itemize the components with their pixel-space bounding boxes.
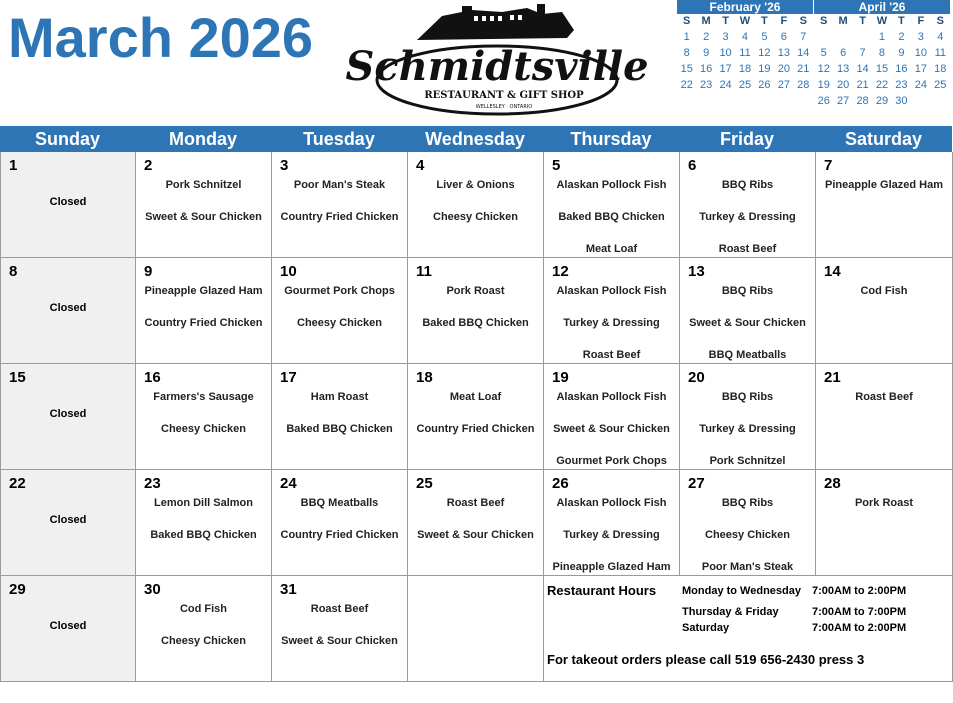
mini-day[interactable]: 1: [683, 31, 690, 43]
meal-item: BBQ Ribs: [721, 391, 774, 403]
meal-item: Pork Schnitzel: [165, 179, 242, 191]
mini-dow-label: S: [799, 15, 807, 27]
day-number: 8: [9, 263, 18, 280]
mini-day[interactable]: 22: [875, 79, 889, 91]
day-cell[interactable]: [408, 470, 544, 576]
meal-item: Pork Schnitzel: [709, 455, 786, 467]
meal-item: Country Fried Chicken: [280, 211, 399, 223]
meal-item: Cheesy Chicken: [161, 423, 246, 435]
day-cell[interactable]: [272, 258, 408, 364]
meal-item: Pineapple Glazed Ham: [144, 285, 263, 297]
meal-item: Baked BBQ Chicken: [150, 529, 257, 541]
meal-item: Cheesy Chicken: [705, 529, 790, 541]
mini-day[interactable]: 21: [797, 63, 810, 75]
day-number: 31: [280, 581, 297, 598]
mini-day[interactable]: 14: [856, 63, 869, 75]
mini-calendar-february: [677, 0, 813, 93]
day-number: 24: [280, 475, 297, 492]
day-cell[interactable]: [408, 364, 544, 470]
weekday-header: [0, 126, 952, 152]
takeout-phone: For takeout orders please call 519 656-2430 press 3: [547, 652, 865, 667]
meal-list: [136, 603, 271, 667]
mini-day[interactable]: 13: [777, 47, 790, 59]
meal-item: Country Fried Chicken: [144, 317, 263, 329]
weekday-monday: Monday: [168, 129, 237, 149]
mini-day[interactable]: 28: [856, 95, 869, 107]
meal-item: Alaskan Pollock Fish: [556, 285, 667, 297]
weekday-thursday: Thursday: [570, 129, 652, 149]
meal-list: [816, 391, 952, 423]
mini-day[interactable]: 11: [934, 47, 946, 59]
meal-item: Roast Beef: [446, 497, 505, 509]
mini-day[interactable]: 8: [683, 47, 690, 59]
meal-item: Turkey & Dressing: [563, 529, 660, 541]
month-calendar: [0, 126, 952, 682]
mini-calendar-title: February '26: [677, 0, 813, 14]
day-cell[interactable]: [272, 576, 408, 682]
day-cell[interactable]: [816, 470, 953, 576]
mini-day[interactable]: [853, 29, 872, 45]
mini-day[interactable]: 5: [820, 47, 827, 59]
meal-item: Turkey & Dressing: [699, 423, 796, 435]
day-cell[interactable]: [408, 576, 544, 682]
hours-days: Monday to Wednesday: [682, 585, 801, 597]
meal-list: [136, 179, 271, 243]
logo-wordmark: Schmidtsville: [345, 43, 649, 90]
meal-item: Pork Roast: [854, 497, 914, 509]
mini-day[interactable]: 10: [719, 47, 732, 59]
mini-day[interactable]: 27: [777, 79, 790, 91]
hours-days: Saturday: [682, 622, 730, 634]
page-title: March 2026: [8, 6, 314, 69]
day-cell[interactable]: [544, 258, 680, 364]
day-number: 13: [688, 263, 705, 280]
meal-list: [136, 285, 271, 349]
weekday-friday: Friday: [719, 129, 775, 149]
day-number: 22: [9, 475, 26, 492]
mini-day[interactable]: 2: [898, 31, 905, 43]
day-cell[interactable]: [680, 364, 816, 470]
day-cell[interactable]: [1, 364, 136, 470]
meal-list: [272, 179, 407, 243]
mini-day[interactable]: 24: [719, 79, 732, 91]
meal-item: Liver & Onions: [436, 179, 515, 191]
day-cell[interactable]: [816, 258, 953, 364]
day-cell[interactable]: [136, 364, 272, 470]
day-number: 9: [144, 263, 153, 280]
mini-day[interactable]: 10: [914, 47, 927, 59]
logo-image: [345, 2, 649, 118]
meal-item: Sweet & Sour Chicken: [689, 317, 806, 329]
meal-item: Gourmet Pork Chops: [284, 285, 395, 297]
meal-item: Alaskan Pollock Fish: [556, 391, 667, 403]
meal-item: Cod Fish: [860, 285, 908, 297]
mini-day[interactable]: 9: [703, 47, 710, 59]
mini-day[interactable]: 20: [837, 79, 850, 91]
meal-item: Alaskan Pollock Fish: [556, 179, 667, 191]
mini-day[interactable]: 14: [797, 47, 810, 59]
mini-day[interactable]: 19: [817, 79, 830, 91]
meal-item: Country Fried Chicken: [280, 529, 399, 541]
closed-label: Closed: [49, 196, 87, 208]
closed-label: Closed: [49, 620, 87, 632]
mini-day[interactable]: 5: [761, 31, 768, 43]
day-number: 15: [9, 369, 26, 386]
meal-item: Cod Fish: [179, 603, 228, 615]
day-number: 14: [824, 263, 841, 280]
meal-item: Baked BBQ Chicken: [422, 317, 529, 329]
meal-item: Roast Beef: [855, 391, 913, 403]
day-number: 5: [552, 157, 561, 174]
mini-day[interactable]: 4: [937, 31, 944, 43]
mini-day[interactable]: 12: [758, 47, 771, 59]
mini-day[interactable]: 22: [680, 79, 693, 91]
hours-time: 7:00AM to 7:00PM: [812, 606, 907, 618]
meal-item: BBQ Meatballs: [300, 497, 379, 509]
day-number: 3: [280, 157, 289, 174]
mini-day[interactable]: 26: [758, 79, 771, 91]
day-number: 17: [280, 369, 297, 386]
mini-day[interactable]: 4: [741, 31, 749, 43]
mini-dow-label: T: [859, 15, 866, 27]
mini-dow-label: T: [898, 15, 905, 27]
day-cell[interactable]: [136, 576, 272, 682]
day-number: 6: [688, 157, 697, 174]
mini-day[interactable]: 3: [917, 31, 924, 43]
day-cell[interactable]: [408, 152, 544, 258]
day-number: 23: [144, 475, 161, 492]
mini-day[interactable]: 17: [719, 63, 732, 75]
weekday-saturday: Saturday: [844, 129, 923, 149]
logo-location: WELLESLEY · ONTARIO: [475, 104, 533, 110]
mini-day[interactable]: 25: [934, 79, 947, 91]
mini-day[interactable]: [911, 93, 930, 109]
closed-label: Closed: [49, 302, 87, 314]
day-number: 16: [144, 369, 161, 386]
mini-day[interactable]: 6: [840, 47, 847, 59]
day-number: 7: [824, 157, 833, 174]
day-number: 4: [416, 157, 425, 174]
meal-item: Lemon Dill Salmon: [153, 497, 253, 509]
mini-day[interactable]: 18: [934, 63, 947, 75]
day-cell[interactable]: [680, 470, 816, 576]
mini-day[interactable]: 16: [700, 63, 713, 75]
day-number: 29: [9, 581, 26, 598]
meal-list: [272, 497, 407, 561]
meal-item: Poor Man's Steak: [293, 179, 386, 191]
mini-day[interactable]: [814, 29, 833, 45]
day-cell[interactable]: [272, 364, 408, 470]
mini-day[interactable]: 23: [700, 79, 713, 91]
meal-item: Sweet & Sour Chicken: [145, 211, 262, 223]
closed-label: Closed: [49, 408, 87, 420]
meal-list: [272, 285, 407, 349]
meal-item: Baked BBQ Chicken: [286, 423, 393, 435]
mini-dow-label: S: [683, 15, 691, 27]
day-number: 1: [9, 157, 18, 174]
mini-day[interactable]: 19: [758, 63, 771, 75]
day-number: 30: [144, 581, 161, 598]
day-number: 2: [144, 157, 153, 174]
meal-item: Roast Beef: [718, 243, 777, 255]
day-number: 20: [688, 369, 705, 386]
meal-item: Cheesy Chicken: [433, 211, 518, 223]
day-cell[interactable]: [816, 152, 953, 258]
mini-day[interactable]: 21: [856, 79, 869, 91]
day-cell[interactable]: [136, 258, 272, 364]
meal-item: Pineapple Glazed Ham: [825, 179, 943, 191]
mini-day[interactable]: 12: [817, 63, 830, 75]
mini-day[interactable]: 2: [703, 31, 710, 43]
meal-list: [272, 391, 407, 455]
mini-day[interactable]: 20: [777, 63, 790, 75]
meal-item: Roast Beef: [582, 349, 641, 361]
meal-list: [136, 497, 271, 561]
logo-subtitle: RESTAURANT & GIFT SHOP: [424, 90, 584, 101]
mini-dow-label: S: [936, 15, 944, 27]
mini-day[interactable]: 13: [837, 63, 850, 75]
day-cell[interactable]: [1, 152, 136, 258]
day-cell[interactable]: [544, 152, 680, 258]
day-cell[interactable]: [680, 152, 816, 258]
meal-item: Baked BBQ Chicken: [558, 211, 665, 223]
day-cell[interactable]: [544, 364, 680, 470]
day-cell[interactable]: [408, 258, 544, 364]
hours-time: 7:00AM to 2:00PM: [812, 622, 907, 634]
mini-calendar-days: [814, 29, 950, 109]
day-cell[interactable]: [1, 576, 136, 682]
meal-list: [816, 285, 952, 317]
mini-dow-label: W: [876, 15, 888, 27]
mini-day[interactable]: 29: [875, 95, 889, 107]
mini-day[interactable]: 7: [859, 47, 866, 59]
meal-item: Sweet & Sour Chicken: [281, 635, 398, 647]
mini-day[interactable]: [931, 93, 950, 109]
restaurant-info: [544, 576, 953, 682]
mini-day[interactable]: 17: [914, 63, 927, 75]
meal-list: [136, 391, 271, 455]
meal-item: Meat Loaf: [449, 391, 502, 403]
meal-item: Alaskan Pollock Fish: [556, 497, 667, 509]
mini-dow-label: M: [701, 15, 711, 27]
mini-dow-label: F: [917, 15, 925, 27]
meal-item: Cheesy Chicken: [161, 635, 246, 647]
meal-list: [408, 391, 543, 455]
meal-item: Meat Loaf: [585, 243, 638, 255]
mini-dow-label: M: [838, 15, 848, 27]
mini-day[interactable]: 8: [878, 47, 886, 59]
day-cell[interactable]: [136, 152, 272, 258]
meal-item: BBQ Meatballs: [708, 349, 787, 361]
meal-item: Turkey & Dressing: [563, 317, 660, 329]
mini-day[interactable]: 11: [739, 47, 751, 59]
mini-day[interactable]: 25: [738, 79, 752, 91]
meal-list: [408, 179, 543, 243]
mini-calendar-dow: [814, 14, 950, 29]
mini-day[interactable]: [833, 29, 852, 45]
day-cell[interactable]: [1, 258, 136, 364]
mini-dow-label: F: [780, 15, 788, 27]
mini-day[interactable]: 1: [878, 31, 886, 43]
mini-day[interactable]: 23: [895, 79, 908, 91]
meal-item: Pineapple Glazed Ham: [552, 561, 671, 573]
day-number: 19: [552, 369, 569, 386]
day-number: 27: [688, 475, 705, 492]
meal-item: Country Fried Chicken: [416, 423, 535, 435]
meal-list: [816, 179, 952, 211]
meal-list: [816, 497, 952, 529]
day-number: 21: [824, 369, 841, 386]
meal-item: BBQ Ribs: [721, 497, 774, 509]
mini-day[interactable]: 15: [680, 63, 693, 75]
day-number: 11: [416, 263, 432, 280]
day-number: 25: [416, 475, 433, 492]
mini-calendar-days: [677, 29, 813, 93]
meal-list: [408, 497, 543, 561]
meal-list: [272, 603, 407, 667]
meal-item: BBQ Ribs: [721, 179, 774, 191]
meal-item: Sweet & Sour Chicken: [417, 529, 534, 541]
meal-item: Pork Roast: [446, 285, 505, 297]
mini-calendar-dow: [677, 14, 813, 29]
mini-dow-label: T: [722, 15, 729, 27]
day-cell[interactable]: [816, 364, 953, 470]
mini-day[interactable]: 27: [837, 95, 850, 107]
mini-day[interactable]: 18: [738, 63, 752, 75]
day-number: 10: [280, 263, 297, 280]
mini-calendar-april: [814, 0, 950, 109]
day-number: 28: [824, 475, 841, 492]
meal-item: Cheesy Chicken: [297, 317, 382, 329]
meal-item: Ham Roast: [310, 391, 369, 403]
day-cell[interactable]: [272, 152, 408, 258]
day-number: 12: [552, 263, 569, 280]
mini-day[interactable]: 26: [817, 95, 830, 107]
closed-label: Closed: [49, 514, 87, 526]
calendar-grid: [0, 152, 952, 682]
mini-calendar-title: April '26: [814, 0, 950, 14]
meal-list: [408, 285, 543, 349]
day-number: 18: [416, 369, 433, 386]
mini-dow-label: W: [739, 15, 751, 27]
day-cell[interactable]: [680, 258, 816, 364]
meal-item: Farmers's Sausage: [153, 391, 254, 403]
weekday-sunday: Sunday: [34, 129, 100, 149]
mini-day[interactable]: 9: [898, 47, 905, 59]
mini-day[interactable]: 7: [800, 31, 807, 43]
mini-day[interactable]: 16: [895, 63, 908, 75]
mini-day[interactable]: 15: [875, 63, 889, 75]
restaurant-logo: [345, 2, 649, 118]
hours-time: 7:00AM to 2:00PM: [812, 585, 907, 597]
mini-dow-label: S: [820, 15, 828, 27]
day-cell[interactable]: [1, 470, 136, 576]
day-cell[interactable]: [136, 470, 272, 576]
day-cell[interactable]: [272, 470, 408, 576]
mini-day[interactable]: 3: [722, 31, 729, 43]
mini-day[interactable]: 6: [780, 31, 787, 43]
meal-item: Poor Man's Steak: [701, 561, 794, 573]
meal-item: Gourmet Pork Chops: [556, 455, 667, 467]
meal-item: Sweet & Sour Chicken: [553, 423, 670, 435]
mini-day[interactable]: 24: [914, 79, 927, 91]
weekday-wednesday: Wednesday: [425, 129, 525, 149]
meal-item: Roast Beef: [310, 603, 369, 615]
day-number: 26: [552, 475, 569, 492]
hours-days: Thursday & Friday: [682, 606, 779, 618]
day-cell[interactable]: [544, 470, 680, 576]
mini-day[interactable]: 30: [895, 95, 908, 107]
mini-day[interactable]: 28: [797, 79, 810, 91]
hours-heading: Restaurant Hours: [547, 583, 657, 598]
weekday-tuesday: Tuesday: [303, 129, 375, 149]
meal-item: Turkey & Dressing: [699, 211, 796, 223]
meal-item: BBQ Ribs: [721, 285, 774, 297]
mini-dow-label: T: [761, 15, 768, 27]
